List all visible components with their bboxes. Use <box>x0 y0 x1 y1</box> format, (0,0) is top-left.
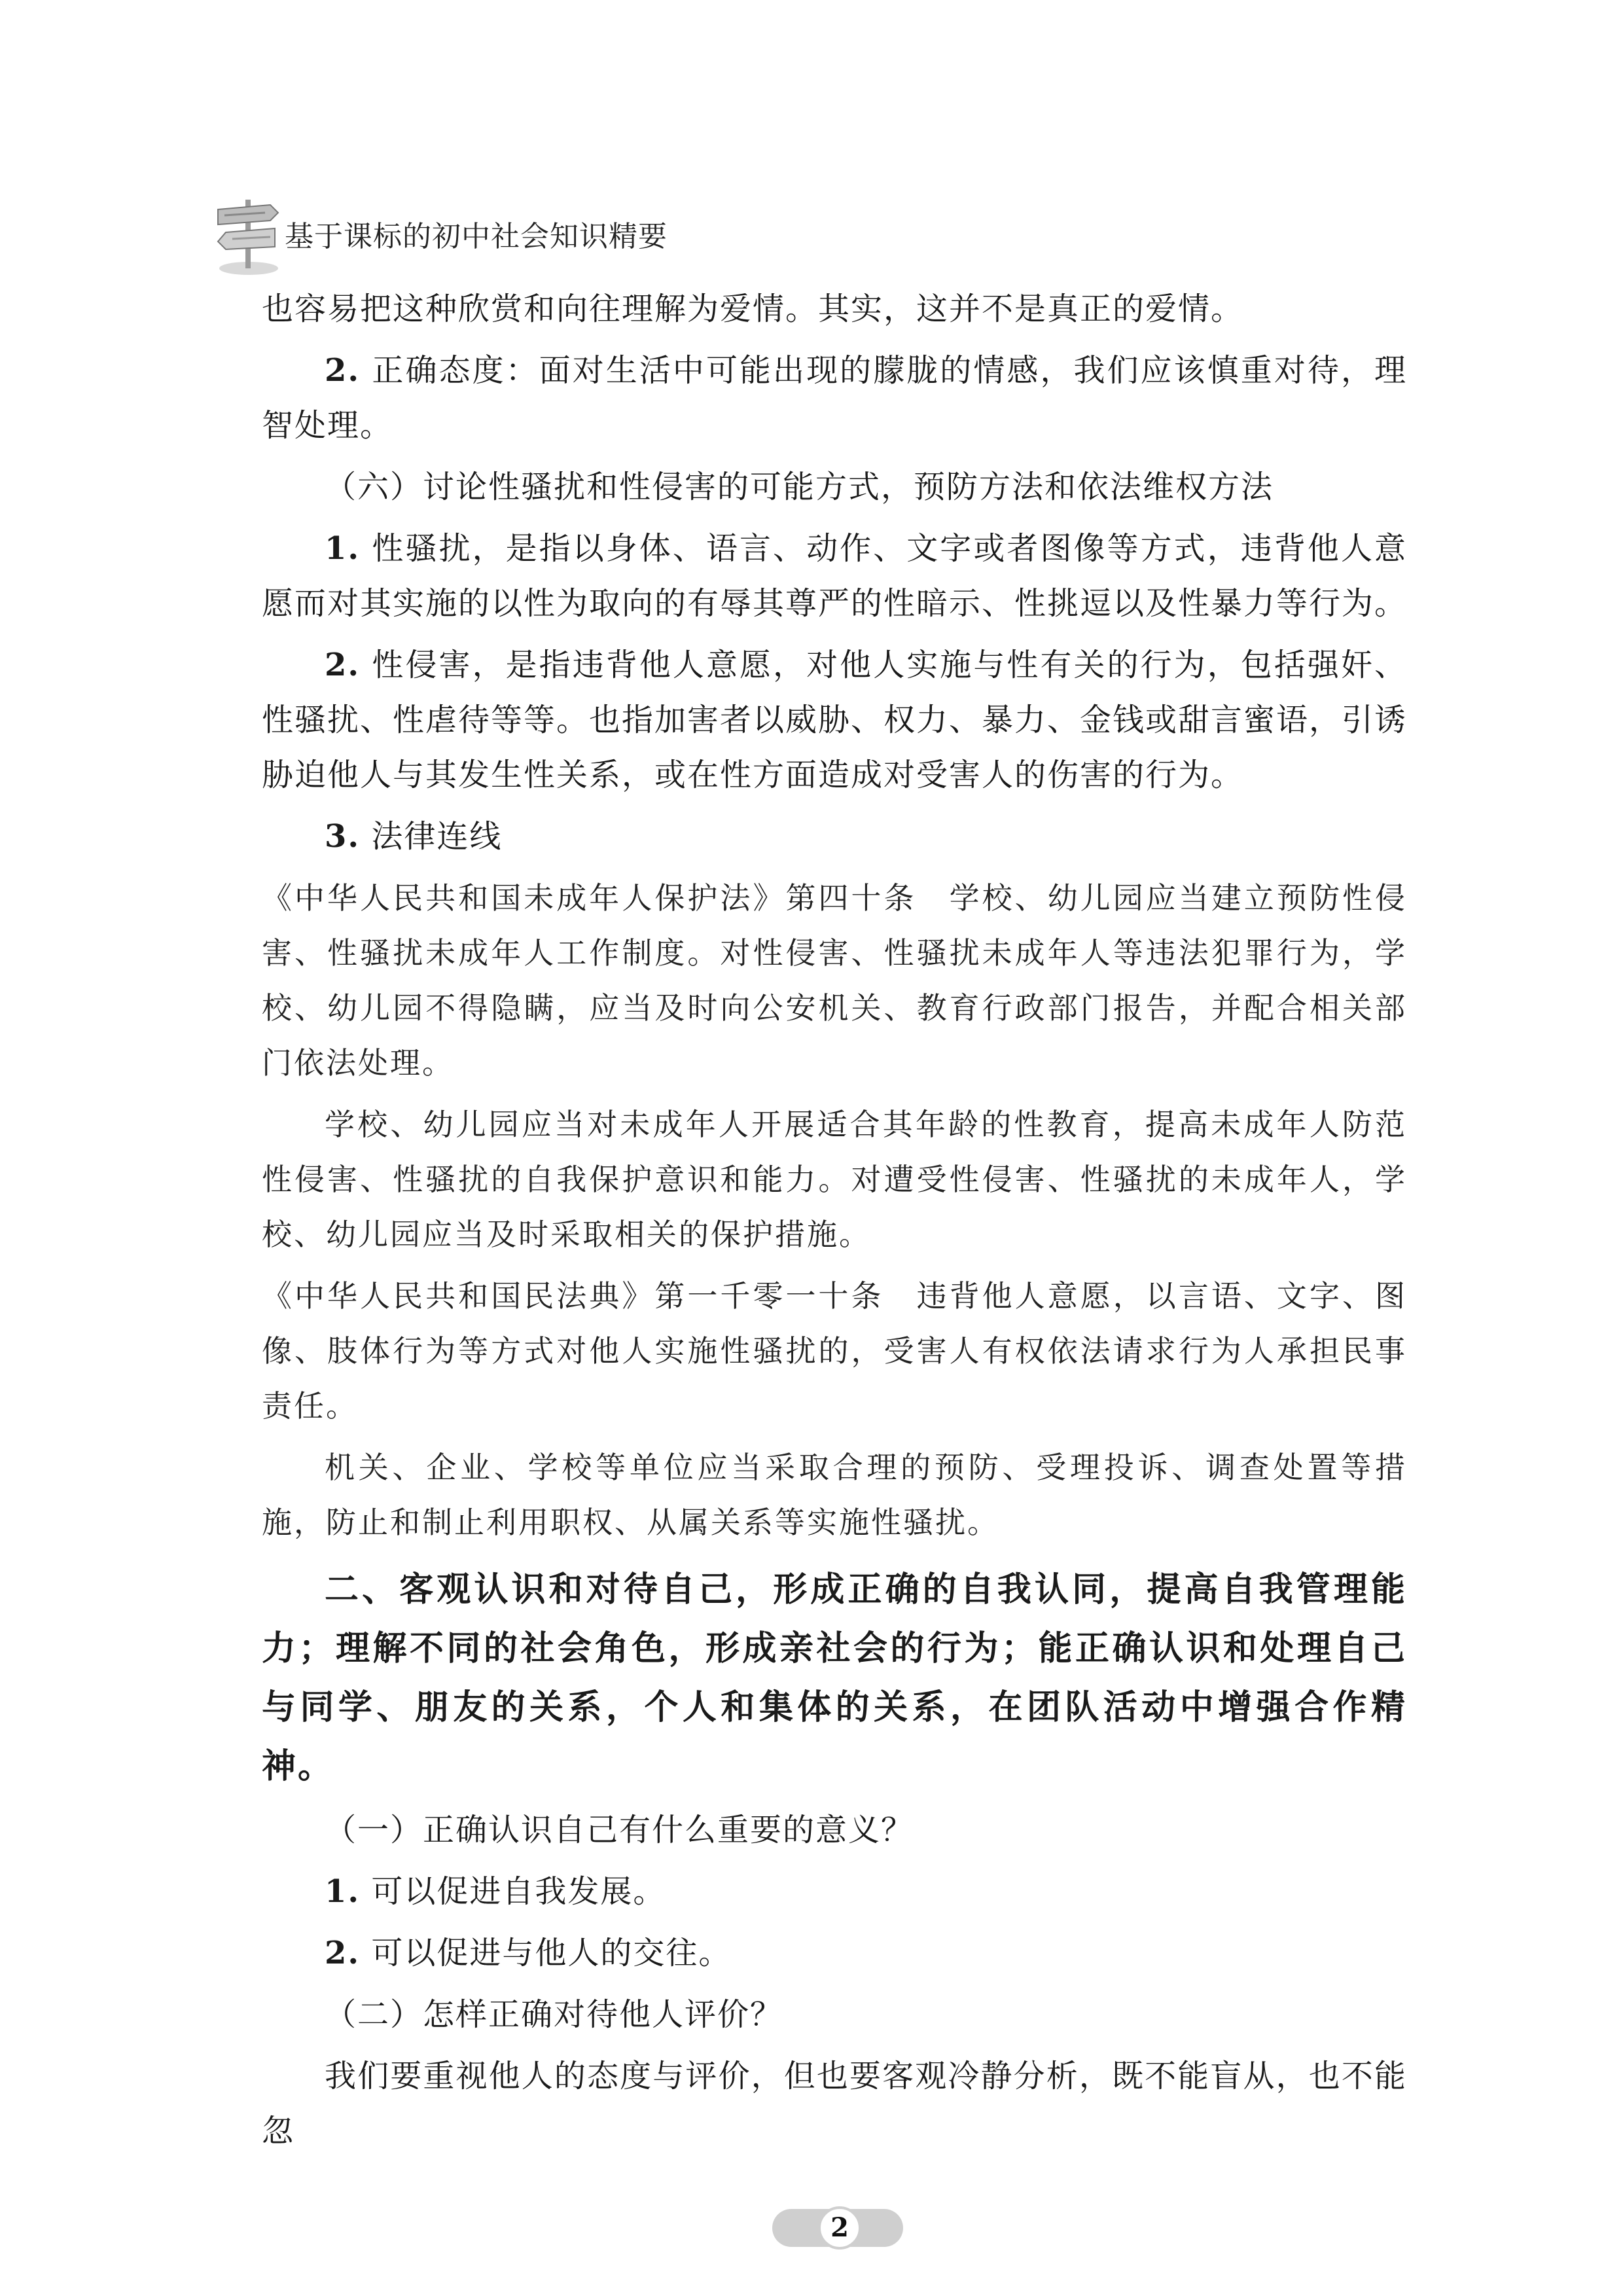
paragraph-law-link: 3. 法律连线 <box>325 818 503 855</box>
book-title: 基于课标的初中社会知识精要 <box>285 220 668 253</box>
law-excerpt-minors-protection: 《中华人民共和国未成年人保护法》第四十条 学校、幼儿园应当建立预防性侵害、性骚扰未成年人工作制度。对性侵害、性骚扰未成年人等违法犯罪行为，学校、幼儿园不得隐瞒，应当及时向公安机关、教育行政部门报告，并配合相关部门依法处理。 <box>262 880 1407 1081</box>
page-number-badge <box>772 2209 903 2247</box>
paragraph-correct-attitude: 2. 正确态度：面对生活中可能出现的朦胧的情感，我们应该慎重对待，理智处理。 <box>262 352 1407 444</box>
paragraph-assault-definition: 2. 性侵害，是指违背他人意愿，对他人实施与性有关的行为，包括强奸、性骚扰、性虐待等等。也指加害者以威胁、权力、暴力、金钱或甜言蜜语，引诱胁迫他人与其发生性关系，或在性方面造成对受害人的伤害的行为。 <box>262 647 1408 793</box>
section-heading-6: （六）讨论性骚扰和性侵害的可能方式，预防方法和依法维权方法 <box>325 469 1274 505</box>
body-text <box>262 281 1407 2165</box>
law-excerpt-minors-education: 学校、幼儿园应当对未成年人开展适合其年龄的性教育，提高未成年人防范性侵害、性骚扰的自我保护意识和能力。对遭受性侵害、性骚扰的未成年人，学校、幼儿园应当及时采取相关的保护措施。 <box>262 1107 1407 1252</box>
list-item-1: 1. 可以促进自我发展。 <box>325 1873 666 1910</box>
law-excerpt-organizations: 机关、企业、学校等单位应当采取合理的预防、受理投诉、调查处置等措施，防止和制止利用职权、从属关系等实施性骚扰。 <box>262 1450 1407 1540</box>
paragraph-evaluation: 我们要重视他人的态度与评价，但也要客观冷静分析，既不能盲从，也不能忽 <box>262 2058 1407 2149</box>
signpost-icon <box>213 187 285 278</box>
paragraph-harassment-definition: 1. 性骚扰，是指以身体、语言、动作、文字或者图像等方式，违背他人意愿而对其实施的以性为取向的有辱其尊严的性暗示、性挑逗以及性暴力等行为。 <box>262 530 1408 622</box>
page-number: 2 <box>818 2206 861 2250</box>
paragraph-continued: 也容易把这种欣赏和向往理解为爱情。其实，这并不是真正的爱情。 <box>262 291 1244 327</box>
subsection-heading-1: （一）正确认识自己有什么重要的意义？ <box>325 1812 914 1848</box>
law-excerpt-civil-code: 《中华人民共和国民法典》第一千零一十条 违背他人意愿，以言语、文字、图像、肢体行为等方式对他人实施性骚扰的，受害人有权依法请求行为人承担民事责任。 <box>262 1278 1407 1424</box>
section-heading-2: 二、客观认识和对待自己，形成正确的自我认同，提高自我管理能力；理解不同的社会角色，形成亲社会的行为；能正确认识和处理自己与同学、朋友的关系，个人和集体的关系，在团队活动中增强合作精神。 <box>262 1570 1407 1786</box>
list-item-2: 2. 可以促进与他人的交往。 <box>325 1935 732 1971</box>
running-header <box>213 187 1129 278</box>
subsection-heading-2: （二）怎样正确对待他人评价？ <box>325 1996 783 2033</box>
